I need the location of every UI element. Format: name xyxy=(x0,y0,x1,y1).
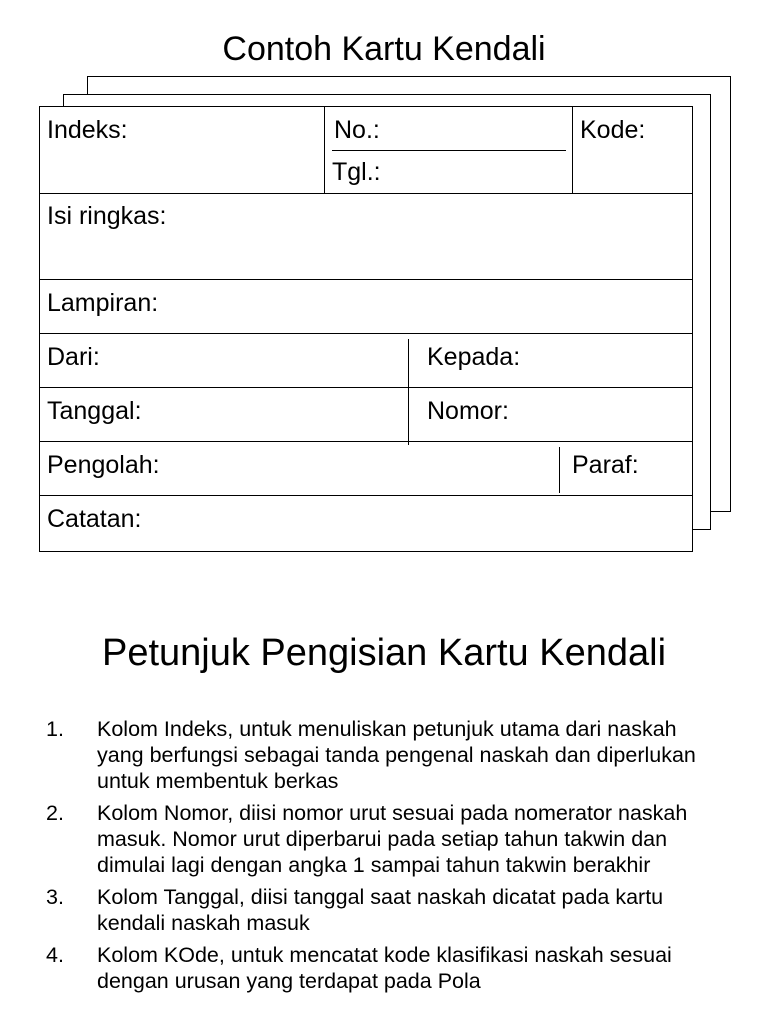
field-kode-label: Kode: xyxy=(580,116,646,144)
row-dari-kepada xyxy=(40,333,692,388)
field-lampiran-label: Lampiran: xyxy=(47,289,159,317)
list-item xyxy=(46,884,726,936)
field-indeks-label: Indeks: xyxy=(47,116,128,144)
list-item-text: Kolom Nomor, diisi nomor urut sesuai pada nomerator naskah masuk. Nomor urut diperbarui pada setiap tahun takwin dan dimulai lagi dengan angka 1 sampai tahun takwin berakhir xyxy=(97,801,688,877)
instructions-list xyxy=(46,716,726,1000)
divider-no-kode xyxy=(572,107,573,193)
page-title: Contoh Kartu Kendali xyxy=(222,30,546,68)
list-item-number: 2. xyxy=(46,801,64,825)
field-catatan-label: Catatan: xyxy=(47,505,142,533)
field-nomor-label: Nomor: xyxy=(427,397,509,425)
field-pengolah-label: Pengolah: xyxy=(47,451,160,479)
control-card xyxy=(39,106,693,552)
field-no-label: No.: xyxy=(334,116,380,144)
field-tgl-label: Tgl.: xyxy=(332,158,381,186)
instructions-title: Petunjuk Pengisian Kartu Kendali xyxy=(101,632,667,674)
list-item-text: Kolom Indeks, untuk menuliskan petunjuk utama dari naskah yang berfungsi sebagai tanda pengenal naskah dan diperlukan untuk membentuk berkas xyxy=(97,717,696,793)
list-item-number: 3. xyxy=(46,885,64,909)
divider-no-tgl xyxy=(332,150,566,151)
list-item-number: 1. xyxy=(46,717,64,741)
list-item-number: 4. xyxy=(46,943,64,967)
list-item-text: Kolom Tanggal, diisi tanggal saat naskah dicatat pada kartu kendali naskah masuk xyxy=(97,885,664,935)
field-isi-ringkas-label: Isi ringkas: xyxy=(47,202,167,230)
list-item xyxy=(46,942,726,994)
field-paraf-label: Paraf: xyxy=(572,451,639,479)
field-dari-label: Dari: xyxy=(47,343,100,371)
list-item xyxy=(46,800,726,878)
divider-pengolah-paraf xyxy=(559,447,560,493)
list-item xyxy=(46,716,726,794)
field-tanggal-label: Tanggal: xyxy=(47,397,142,425)
divider-indeks-no xyxy=(324,107,325,193)
divider-dari-kepada xyxy=(408,339,409,445)
field-kepada-label: Kepada: xyxy=(427,343,521,371)
list-item-text: Kolom KOde, untuk mencatat kode klasifikasi naskah sesuai dengan urusan yang terdapat pada Pola xyxy=(97,943,672,993)
